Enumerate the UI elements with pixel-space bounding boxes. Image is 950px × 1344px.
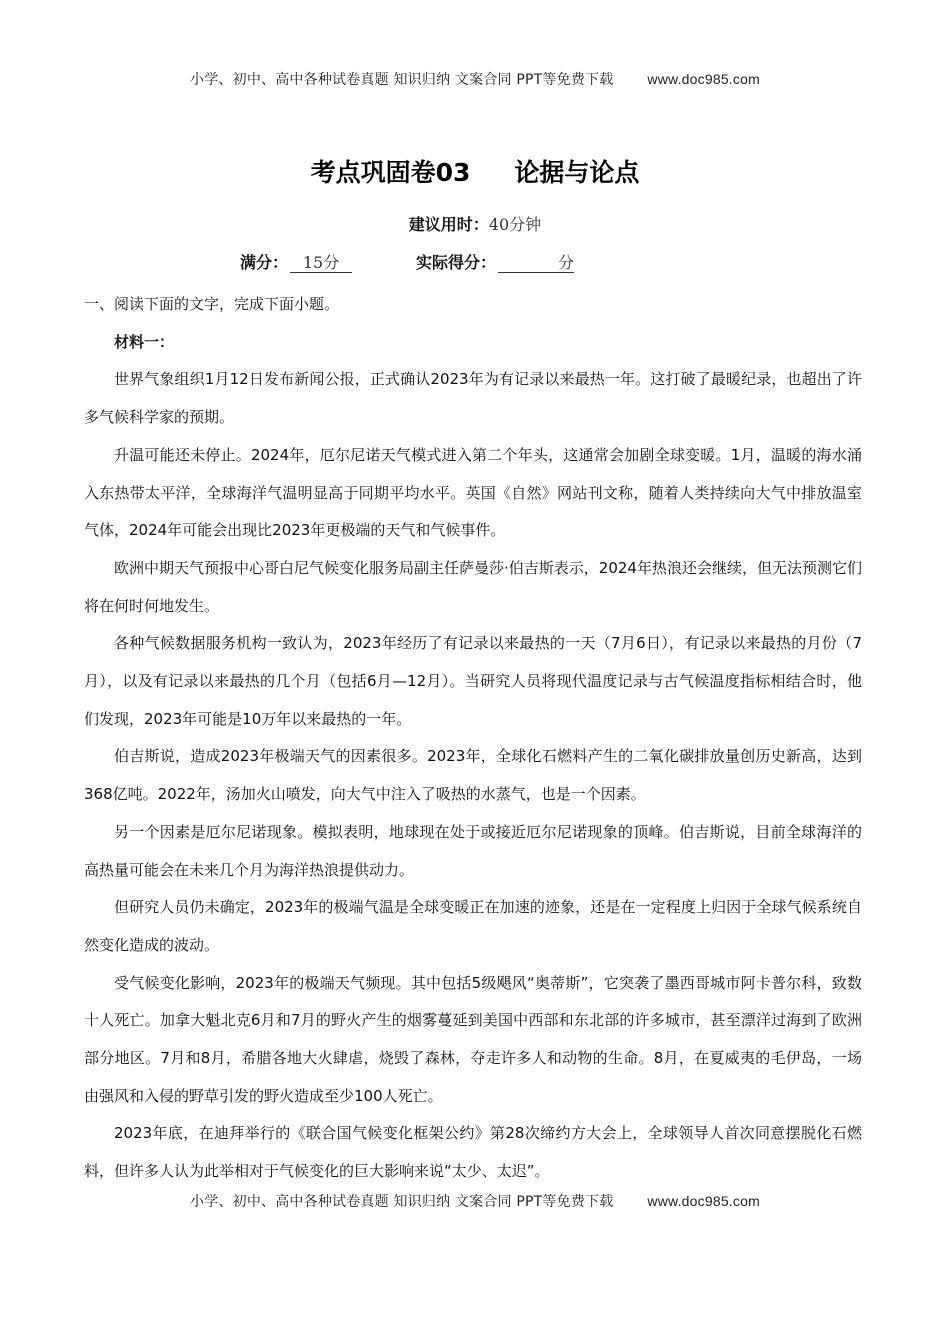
paragraph: 受气候变化影响，2023年的极端天气频现。其中包括5级飓风“奥蒂斯”，它突袭了墨西哥城市阿卡普尔科，致数十人死亡。加拿大魁北克6月和7月的野火产生的烟雾蔓延到美国中西部和东北部的许多城市，甚至漂洋过海到了欧洲部分地区。7月和8月，希腊各地大火肆虐，烧毁了森林，夺走许多人和动物的生命。8月，在夏威夷的毛伊岛，一场由强风和入侵的野草引发的野火造成至少100人死亡。 — [84, 973, 862, 1105]
footer-site-link[interactable]: www.doc985.com — [647, 1193, 760, 1209]
page-footer — [0, 1191, 950, 1211]
footer-promo-text: 小学、初中、高中各种试卷真题 知识归纳 文案合同 PPT等免费下载 — [190, 1194, 614, 1210]
paragraph: 世界气象组织1月12日发布新闻公报，正式确认2023年为有记录以来最热一年。这打破了最暖纪录，也超出了许多气候科学家的预期。 — [84, 370, 862, 427]
material-label: 材料一： — [114, 332, 175, 351]
paragraph: 升温可能还未停止。2024年，厄尔尼诺天气模式进入第二个年头，这通常会加剧全球变暖。1月，温暖的海水涌入东热带太平洋，全球海洋气温明显高于同期平均水平。英国《自然》网站刊文称，随着人类持续向大气中排放温室气体，2024年可能会出现比2023年更极端的天气和气候事件。 — [84, 445, 862, 540]
paragraph: 2023年底，在迪拜举行的《联合国气候变化框架公约》第28次缔约方大会上，全球领导人首次同意摆脱化石燃料，但许多人认为此举相对于气候变化的巨大影响来说“太少、太迟”。 — [84, 1124, 862, 1181]
header-site-link[interactable]: www.doc985.com — [647, 71, 760, 87]
question-heading: 一、阅读下面的文字，完成下面小题。 — [84, 295, 340, 313]
actual-score-label: 实际得分： — [416, 253, 497, 272]
paragraph: 另一个因素是厄尔尼诺现象。模拟表明，地球现在处于或接近厄尔尼诺现象的顶峰。伯吉斯说，目前全球海洋的高热量可能会在未来几个月为海洋热浪提供动力。 — [84, 822, 862, 879]
document-body — [84, 286, 862, 1191]
page-header — [0, 69, 950, 89]
title-volume: 考点巩固卷03 — [310, 158, 471, 187]
full-score-label: 满分： — [240, 253, 289, 272]
score-line — [240, 250, 574, 273]
actual-score-field[interactable]: 分 — [498, 254, 574, 273]
suggested-time-label: 建议用时： — [408, 215, 489, 234]
full-score-value: 15分 — [290, 254, 352, 273]
header-promo-text: 小学、初中、高中各种试卷真题 知识归纳 文案合同 PPT等免费下载 — [190, 72, 614, 88]
paragraph: 各种气候数据服务机构一致认为，2023年经历了有记录以来最热的一天（7月6日），有记录以来最热的月份（7月），以及有记录以来最热的几个月（包括6月—12月）。当研究人员将现代温度记录与古气候温度指标相结合时，他们发现，2023年可能是10万年以来最热的一年。 — [84, 634, 862, 728]
paragraph: 伯吉斯说，造成2023年极端天气的因素很多。2023年，全球化石燃料产生的二氧化碳排放量创历史新高，达到368亿吨。2022年，汤加火山喷发，向大气中注入了吸热的水蒸气，也是一个因素。 — [84, 747, 862, 804]
paragraph: 欧洲中期天气预报中心哥白尼气候变化服务局副主任萨曼莎·伯吉斯表示，2024年热浪还会继续，但无法预测它们将在何时何地发生。 — [84, 558, 862, 615]
title-topic: 论据与论点 — [514, 158, 640, 187]
suggested-time-value: 40分钟 — [488, 215, 542, 234]
paragraph: 但研究人员仍未确定，2023年的极端气温是全球变暖正在加速的迹象，还是在一定程度上归因于全球气候系统自然变化造成的波动。 — [84, 898, 862, 954]
suggested-time — [0, 212, 950, 235]
page-title — [0, 153, 950, 189]
